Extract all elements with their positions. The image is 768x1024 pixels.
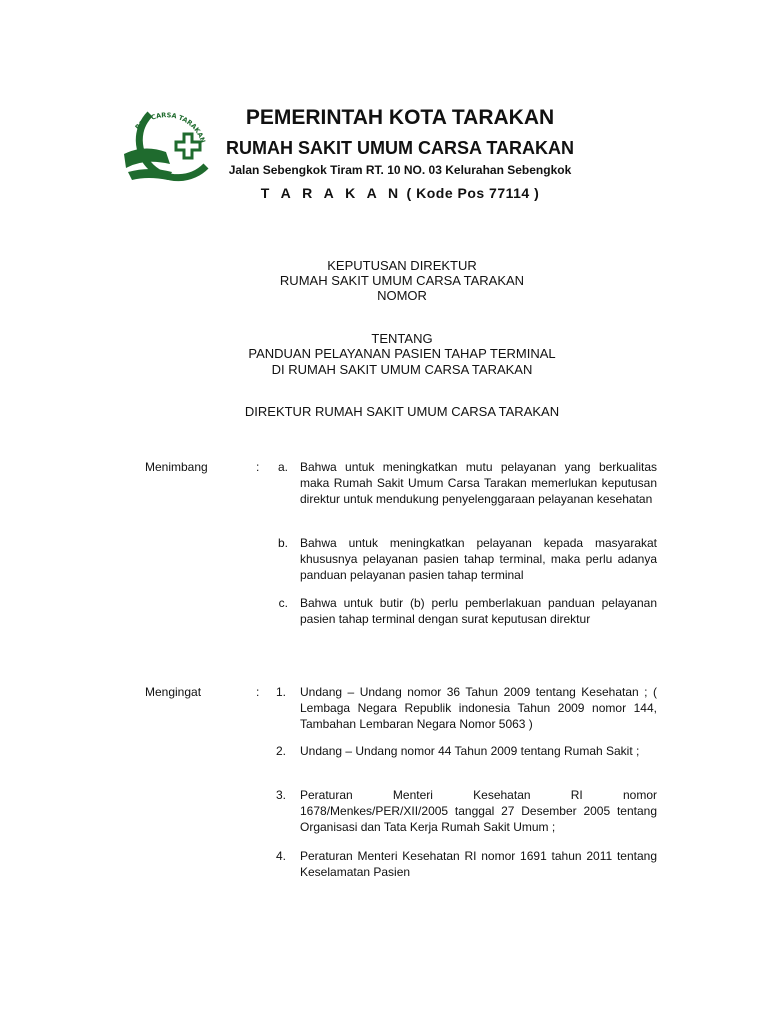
decree-subject-line2: DI RUMAH SAKIT UMUM CARSA TARAKAN [271, 362, 533, 377]
decree-subject-line1: PANDUAN PELAYANAN PASIEN TAHAP TERMINAL [248, 346, 556, 361]
menimbang-marker: b. [277, 536, 288, 550]
letterhead-government: PEMERINTAH KOTA TARAKAN [245, 106, 555, 129]
menimbang-marker: c. [278, 596, 288, 610]
menimbang-label: Menimbang [145, 460, 208, 474]
mengingat-marker: 3. [275, 788, 286, 802]
mengingat-item: Undang – Undang nomor 36 Tahun 2009 tentang Kesehatan ; ( Lembaga Negara Republik indonesia Tahun 2009 nomor 144, Tambahan Lembaran Negara Nomor 5063 ) [300, 685, 657, 731]
decree-title: KEPUTUSAN DIREKTUR [327, 258, 477, 273]
mengingat-label: Mengingat [145, 685, 202, 699]
mengingat-marker: 2. [275, 744, 286, 758]
menimbang-item: Bahwa untuk meningkatkan pelayanan kepada masyarakat khususnya pelayanan pasien tahap terminal, maka perlu adanya panduan pelayanan pasien tahap terminal [300, 536, 657, 582]
menimbang-colon: : [256, 460, 260, 474]
decree-issuer: DIREKTUR RUMAH SAKIT UMUM CARSA TARAKAN [244, 404, 560, 419]
letterhead-postal: ( Kode Pos 77114 ) [406, 185, 540, 201]
mengingat-marker: 1. [275, 685, 286, 699]
letterhead-hospital: RUMAH SAKIT UMUM CARSA TARAKAN [226, 138, 574, 158]
letterhead-city-line [200, 185, 600, 201]
decree-institution: RUMAH SAKIT UMUM CARSA TARAKAN [279, 273, 525, 288]
letterhead-city: T A R A K A N [260, 185, 403, 201]
mengingat-item: Peraturan Menteri Kesehatan RI nomor 1691 tahun 2011 tentang Keselamatan Pasien [300, 849, 657, 879]
menimbang-marker: a. [277, 460, 288, 474]
decree-tentang: TENTANG [371, 331, 433, 346]
mengingat-colon: : [256, 685, 260, 699]
hospital-logo [110, 108, 210, 188]
menimbang-item: Bahwa untuk meningkatkan mutu pelayanan yang berkualitas maka Rumah Sakit Umum Carsa Tarakan memerlukan keputusan direktur untuk mendukung penyelenggaraan pelayanan kesehatan [300, 460, 657, 506]
logo-text: RSU CARSA TARAKAN [133, 111, 207, 144]
mengingat-marker: 4. [275, 849, 286, 863]
mengingat-item: Peraturan Menteri Kesehatan RI nomor 1678/Menkes/PER/XII/2005 tanggal 27 Desember 2005 tentang Organisasi dan Tata Kerja Rumah Sakit Umum ; [300, 788, 657, 834]
letterhead-address: Jalan Sebengkok Tiram RT. 10 NO. 03 Kelurahan Sebengkok [228, 163, 572, 177]
decree-number: NOMOR [377, 288, 427, 303]
mengingat-item: Undang – Undang nomor 44 Tahun 2009 tentang Rumah Sakit ; [300, 744, 640, 758]
menimbang-item: Bahwa untuk butir (b) perlu pemberlakuan panduan pelayanan pasien tahap terminal dengan surat keputusan direktur [300, 596, 657, 626]
